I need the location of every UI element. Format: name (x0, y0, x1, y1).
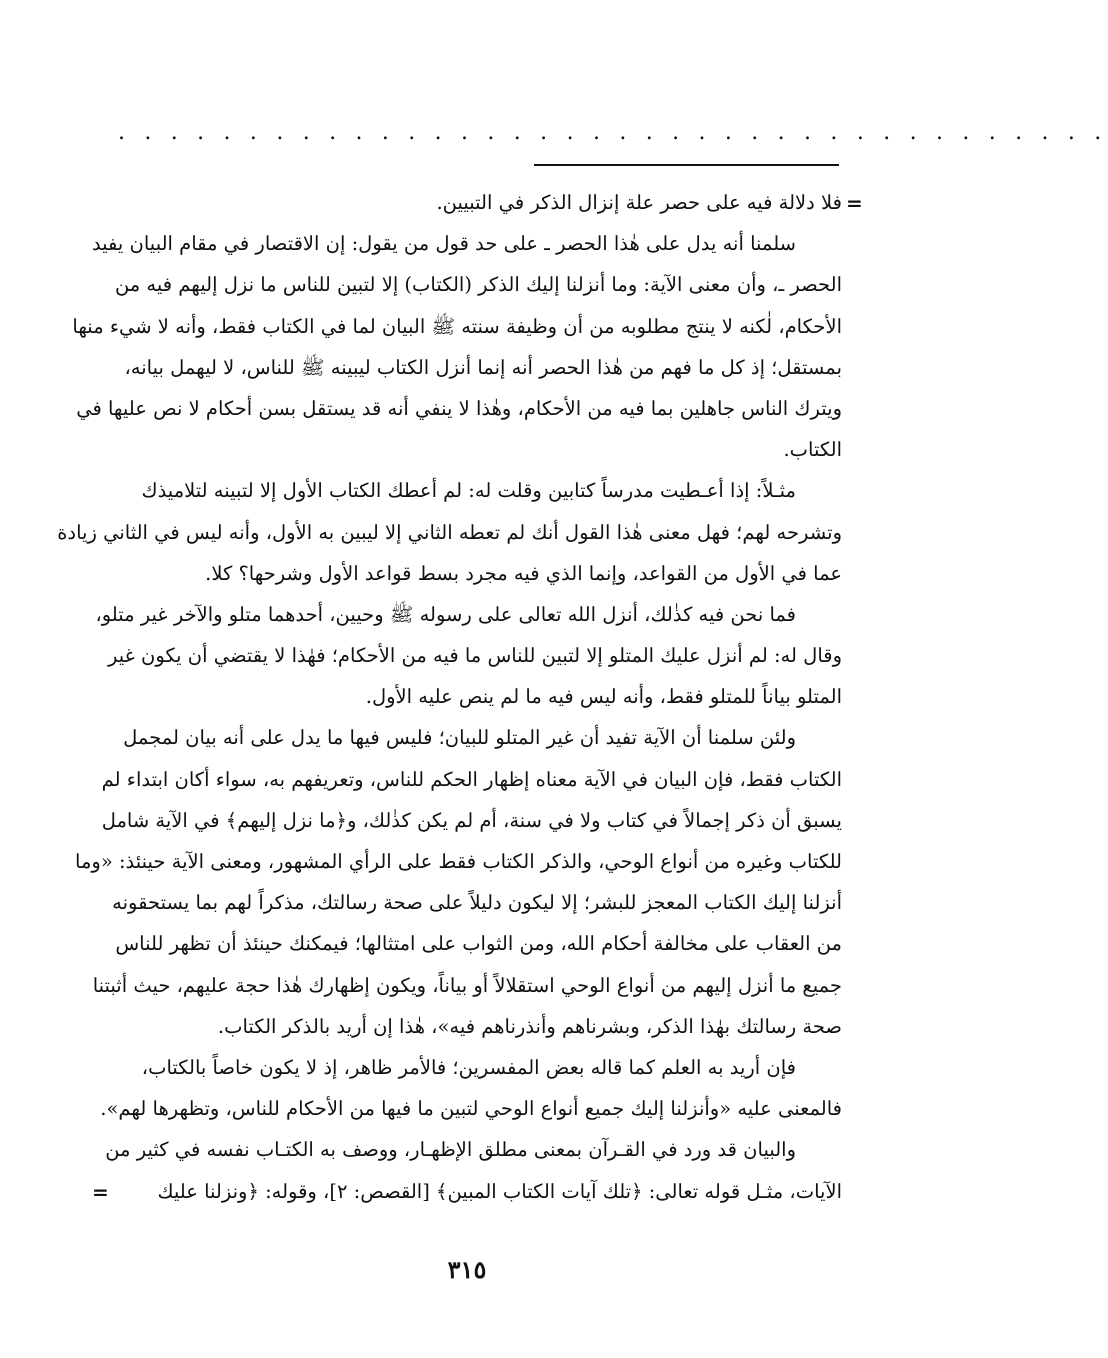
text-line: للكتاب وغيره من أنواع الوحي، والذكر الكتاب فقط على الرأي المشهور، ومعنى الآية حينئذ: «وما (75, 850, 842, 873)
text-line: وتشرحه لهم؛ فهل معنى هٰذا القول أنك لم تعطه الثاني إلا ليبين به الأول، وأنه ليس في الثاني زيادة (57, 520, 842, 544)
text-line: صحة رسالتك بهٰذا الذكر، وبشرناهم وأنذرناهم فيه»، هٰذا إن أريد بالذكر الكتاب. (217, 1014, 842, 1038)
text-line: من العقاب على مخالفة أحكام الله، ومن الثواب على امتثالها؛ فيمكنك حينئذ أن تظهر للناس (115, 932, 842, 956)
text-line: أنزلنا إليك الكتاب المعجز للبشر؛ إلا ليكون دليلاً على صحة رسالتك، مذكراً لهم بما يستحقونه (112, 891, 842, 915)
text-line: بمستقل؛ إذ كل ما فهم من هٰذا الحصر أنه إنما أنزل الكتاب ليبينه ﷺ للناس، لا ليهمل بيانه، (124, 355, 842, 379)
page-number: ٣١٥ (447, 1255, 487, 1284)
text-line: ولئن سلمنا أن الآية تفيد أن غير المتلو للبيان؛ فليس فيها ما يدل على أنه بيان لمجمل (123, 726, 796, 750)
header-separator-dots: . . . . . . . . . . . . . . . . . . . . . . . . . . . . . . . . . . . . . . (118, 120, 1108, 145)
text-line: وقال له: لم أنزل عليك المتلو إلا لتبين للناس ما فيه من الأحكام؛ فهٰذا لا يقتضي أن يكون غير (107, 644, 842, 668)
text-line: فلا دلالة فيه على حصر علة إنزال الذكر في التبيين. (436, 191, 842, 214)
text-line: عما في الأول من القواعد، وإنما الذي فيه مجرد بسط قواعد الأول وشرحها؟ كلا. (205, 561, 842, 585)
footnote-text (57, 182, 842, 1212)
text-line: يسبق أن ذكر إجمالاً في كتاب ولا في سنة، أم لم يكن كذٰلك، و﴿ما نزل إليهم﴾ في الآية شامل (101, 808, 842, 832)
text-line: جميع ما أنزل إليهم من أنواع الوحي استقلالاً أو بياناً، ويكون إظهارك هٰذا حجة عليهم، حيث أثبتنا (92, 973, 842, 997)
continuation-mark-top: = (846, 191, 863, 215)
footnote-separator-rule (534, 164, 839, 166)
text-line: مثـلاً: إذا أعـطيت مدرساً كتابين وقلت له: لم أعطك الكتاب الأول إلا لتبينه لتلاميذك (141, 479, 796, 503)
text-line: الحصر ـ، وأن معنى الآية: وما أنزلنا إليك الذكر (الكتاب) إلا لتبين للناس ما نزل إليهم فيه من (114, 273, 842, 297)
text-line: فالمعنى عليه «وأنزلنا إليك جميع أنواع الوحي لتبين ما فيها من الأحكام للناس، وتظهرها لهم». (100, 1097, 842, 1121)
text-line: سلمنا أنه يدل على هٰذا الحصر ـ على حد قول من يقول: إن الاقتصار في مقام البيان يفيد (91, 232, 796, 256)
text-line: ويترك الناس جاهلين بما فيه من الأحكام، وهٰذا لا ينفي أنه قد يستقل بسن أحكام لا نص عليها في (76, 396, 842, 420)
text-line: فإن أريد به العلم كما قاله بعض المفسرين؛ فالأمر ظاهر، إذ لا يكون خاصاً بالكتاب، (141, 1055, 796, 1079)
text-line: فما نحن فيه كذٰلك، أنزل الله تعالى على رسوله ﷺ وحيين، أحدهما متلو والآخر غير متلو، (95, 602, 796, 626)
text-line: الكتاب فقط، فإن البيان في الآية معناه إظهار الحكم للناس، وتعريفهم به، سواء أكان ابتداء لم (101, 767, 842, 791)
text-line: الأحكام، لٰكنه لا ينتج مطلوبه من أن وظيفة سنته ﷺ البيان لما في الكتاب فقط، وأنه لا شيء منها (72, 314, 842, 338)
text-line: والبيان قد ورد في القـرآن بمعنى مطلق الإظهـار، ووصف به الكتـاب نفسه في كثير من (105, 1138, 796, 1162)
continuation-mark-bottom: = (92, 1180, 109, 1204)
text-line: المتلو بياناً للمتلو فقط، وأنه ليس فيه ما لم ينص عليه الأول. (365, 685, 842, 709)
text-line: الكتاب. (783, 438, 842, 462)
text-line: الآيات، مثـل قوله تعالى: ﴿تلك آيات الكتاب المبين﴾ [القصص: ٢]، وقوله: ﴿ونزلنا عليك (157, 1179, 842, 1203)
